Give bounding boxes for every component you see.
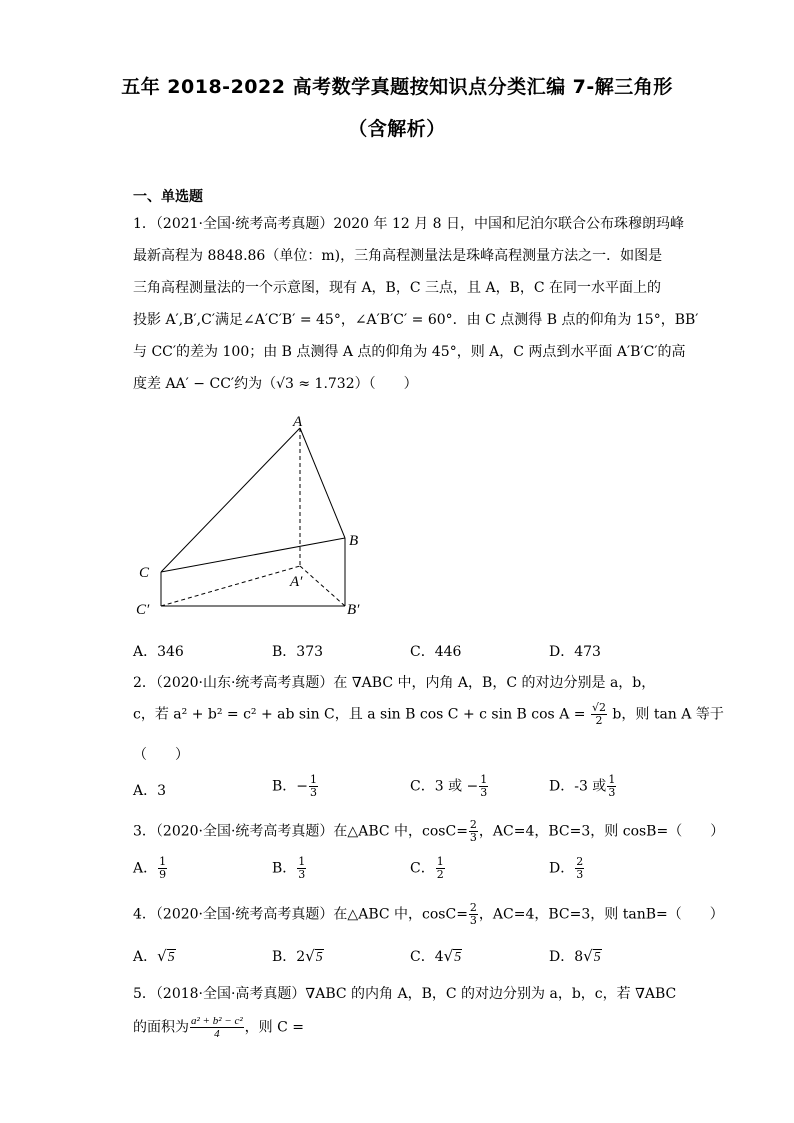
- edge-CpAp-dashed: [161, 566, 300, 606]
- q1-option-a[interactable]: A．346: [133, 644, 184, 660]
- q1-figure: [130, 410, 380, 625]
- radicand: 5: [593, 950, 601, 965]
- q3-option-d-fraction: [575, 856, 584, 881]
- q3-option-d[interactable]: [549, 856, 585, 881]
- q3-option-a-fraction: [158, 856, 167, 881]
- label-B: B: [349, 533, 359, 549]
- q3-option-b[interactable]: [272, 856, 307, 881]
- q4-text-end: ，AC=4，BC=3，则 tanB=（ ）: [478, 906, 724, 923]
- q3-text-line: [133, 819, 724, 844]
- q5-text-end: ，则 C =: [244, 1019, 304, 1036]
- q5-fraction: [190, 1015, 244, 1040]
- q1-text-line-3: 三角高程测量法的一个示意图，现有 A，B，C 三点，且 A，B，C 在同一水平面上的: [133, 280, 662, 296]
- q3-option-c-fraction: [436, 856, 445, 881]
- q4-option-d-prefix: D．8: [549, 949, 584, 965]
- q1-text-line-6: 度差 AA′ − CC′约为（√3 ≈ 1.732）（ ）: [133, 376, 418, 392]
- sqrt-icon: √: [157, 947, 167, 965]
- q1-option-c[interactable]: C．446: [410, 644, 462, 660]
- frac-num: 1: [310, 773, 318, 786]
- frac-den: 3: [608, 786, 616, 799]
- q2-option-c-fraction: [479, 774, 488, 799]
- q3-text-end: ，AC=4，BC=3，则 cosB=（ ）: [478, 823, 725, 840]
- q3-text-start: 3．（2020·全国·统考高考真题）在△ABC 中，cosC=: [133, 823, 468, 840]
- q3-option-c-prefix: C．: [410, 860, 435, 877]
- q4-option-a-prefix: A．: [133, 949, 158, 965]
- q1-option-b[interactable]: B．373: [272, 644, 324, 660]
- edge-ApBp-dashed: [300, 566, 345, 606]
- section-heading: 一、单选题: [133, 189, 203, 205]
- frac-den: 4: [214, 1028, 220, 1040]
- q4-text-start: 4．（2020·全国·统考高考真题）在△ABC 中，cosC=: [133, 906, 468, 923]
- q4-option-b[interactable]: [272, 946, 324, 966]
- label-C-prime: C′: [136, 602, 150, 618]
- radicand: 5: [315, 950, 323, 965]
- q3-option-a-prefix: A．: [133, 860, 158, 877]
- label-C: C: [139, 565, 150, 581]
- q2-option-b-fraction: [309, 774, 318, 799]
- radicand: 5: [454, 950, 462, 965]
- frac-num: 2: [469, 818, 477, 831]
- document-title: 五年 2018-2022 高考数学真题按知识点分类汇编 7-解三角形: [121, 76, 673, 98]
- q2-option-c-prefix: C．3 或 −: [410, 778, 479, 795]
- q1-text-line-1: 1．（2021·全国·统考高考真题）2020 年 12 月 8 日，中国和尼泊尔联合公布珠穆朗玛峰: [133, 216, 685, 232]
- sqrt-icon: √: [583, 947, 593, 965]
- label-A: A: [293, 414, 303, 430]
- q2-option-d[interactable]: [549, 774, 617, 799]
- q3-option-b-fraction: [297, 856, 306, 881]
- frac-num: 1: [608, 773, 616, 786]
- q3-option-d-prefix: D．: [549, 860, 575, 877]
- frac-den: 3: [576, 868, 584, 881]
- frac-den: 3: [480, 786, 488, 799]
- frac-num: 1: [480, 773, 488, 786]
- q2-text-line-3: （ ）: [133, 747, 189, 763]
- q2-option-d-fraction: [607, 774, 616, 799]
- q4-text-line: [133, 902, 724, 927]
- q1-text-line-5: 与 CC′的差为 100；由 B 点测得 A 点的仰角为 45°，则 A，C 两点到水平面 A′B′C′的高: [133, 344, 686, 360]
- q4-fraction: [469, 902, 478, 927]
- q2-line2-end: b，则 tan A 等于: [612, 706, 724, 723]
- q4-option-c[interactable]: [410, 946, 462, 966]
- q4-option-a[interactable]: [133, 946, 176, 966]
- q1-text-line-2: 最新高程为 8848.86（单位：m)，三角高程测量法是珠峰高程测量方法之一．如图是: [133, 248, 663, 264]
- q2-option-c[interactable]: [410, 774, 489, 799]
- q2-option-b[interactable]: [272, 774, 319, 799]
- radicand: 5: [167, 950, 175, 965]
- q2-option-a[interactable]: A．3: [133, 783, 167, 799]
- q2-option-d-prefix: D．-3 或: [549, 778, 607, 795]
- frac-num: 1: [159, 855, 167, 868]
- frac-den: 2: [436, 868, 444, 881]
- label-A-prime: A′: [290, 574, 303, 590]
- q3-option-a[interactable]: [133, 856, 168, 881]
- q4-option-c-prefix: C．4: [410, 949, 444, 965]
- q3-option-c[interactable]: [410, 856, 446, 881]
- frac-den: 3: [298, 868, 306, 881]
- q2-line2-start: c，若 a² + b² = c² + ab sin C，且 a sin B cos C + c sin B cos A =: [133, 706, 586, 723]
- q2-frac-num: √2: [591, 701, 606, 714]
- frac-num: 2: [469, 901, 477, 914]
- frac-den: 3: [310, 786, 318, 799]
- q4-option-b-prefix: B．2: [272, 949, 306, 965]
- q3-option-b-prefix: B．: [272, 860, 297, 877]
- q1-option-d[interactable]: D．473: [549, 644, 601, 660]
- frac-den: 9: [159, 868, 167, 881]
- frac-num: 2: [576, 855, 584, 868]
- sqrt-icon: √: [305, 947, 315, 965]
- q4-option-d[interactable]: [549, 946, 602, 966]
- q1-text-line-4: 投影 A′,B′,C′满足∠A′C′B′ = 45°，∠A′B′C′ = 60°．由 C 点测得 B 点的仰角为 15°，BB′: [133, 312, 699, 328]
- edge-AB: [300, 428, 345, 538]
- frac-den: 3: [469, 914, 477, 927]
- frac-den: 3: [469, 831, 477, 844]
- label-B-prime: B′: [347, 602, 360, 618]
- q2-fraction: [591, 702, 607, 727]
- q5-text-line-1: 5．（2018·全国·高考真题）∇ABC 的内角 A，B，C 的对边分别为 a，b，c，若 ∇ABC: [133, 986, 677, 1002]
- frac-num: 1: [436, 855, 444, 868]
- q2-text-line-2: [133, 702, 724, 727]
- q2-text-line-1: 2．（2020·山东·统考高考真题）在 ∇ABC 中，内角 A，B，C 的对边分别是 a，b，: [133, 675, 656, 691]
- q5-text-line-2: [133, 1015, 304, 1040]
- q2-frac-den: 2: [595, 714, 603, 727]
- document-subtitle: （含解析）: [348, 118, 446, 140]
- q2-option-b-prefix: B．−: [272, 778, 309, 795]
- q5-text-start: 的面积为: [133, 1019, 189, 1036]
- sqrt-icon: √: [443, 947, 454, 965]
- frac-num: 1: [298, 855, 306, 868]
- frac-num: a² + b² − c²: [191, 1015, 243, 1027]
- q3-fraction: [469, 819, 478, 844]
